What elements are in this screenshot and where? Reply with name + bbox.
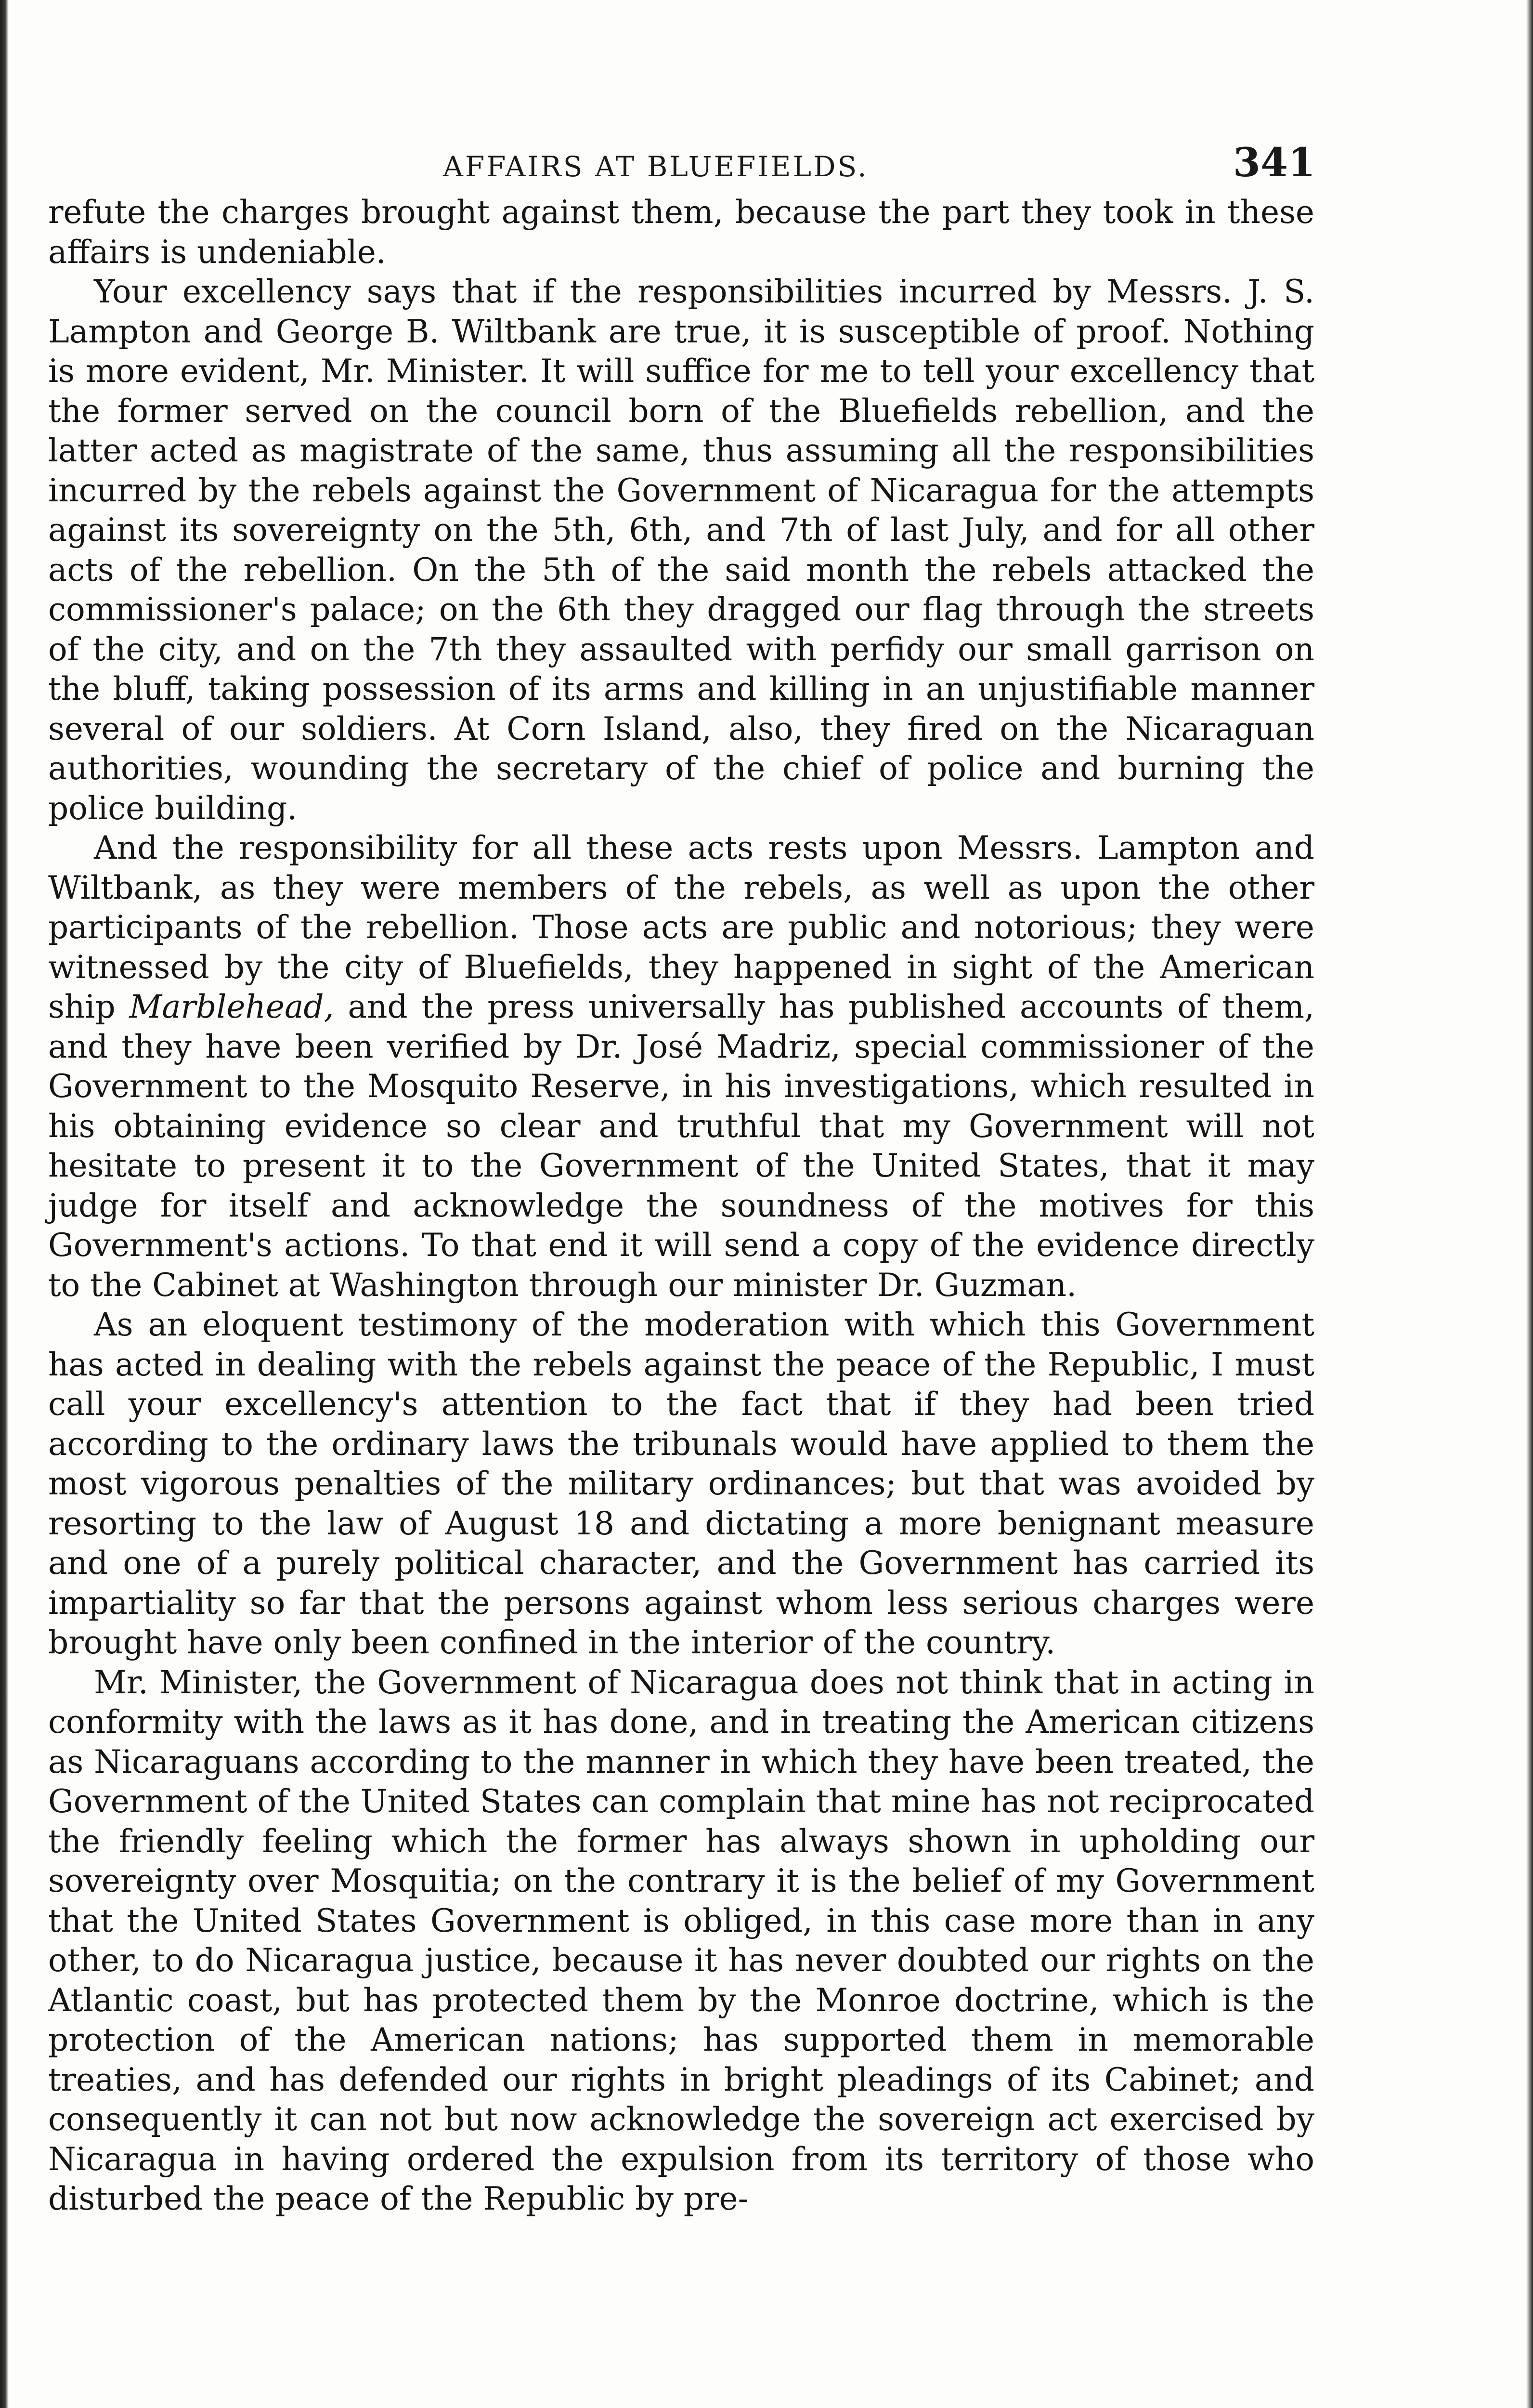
paragraph-acts-public [48, 828, 1314, 1305]
body-text [48, 193, 1314, 2219]
paragraph-moderation: As an eloquent testimony of the moderation with which this Government has acted in dealing with the rebels against the peace of the Republic, I must call your excellency's attention to the fact that if they had been tried according to the ordinary laws the tribunals would have applied to them the most vigorous penalties of the military ordinances; but that was avoided by resorting to the law of August 18 and dictating a more benignant measure and one of a purely political character, and the Government has carried its impartiality so far that the persons against whom less serious charges were brought have only been confined in the interior of the country. [48, 1306, 1314, 1661]
scan-edge-right [1526, 0, 1533, 2408]
page-number: 341 [1233, 140, 1315, 186]
paragraph-acts-public-part1: And the responsibility for all these acts rests upon Messrs. Lampton and Wiltbank, as they were members of the rebels, as well as upon the other participants of the rebellion. Those acts are public and notorious; they were witnessed by the city of Bluefields, they happened in sight of the American ship [48, 829, 1314, 1025]
scan-edge-left [0, 0, 9, 2408]
paragraph-acts-public-part2: and the press universally has published accounts of them, and they have been verified by Dr. José Madriz, special commissioner of the Government to the Mosquito Reserve, in his investigations, which resulted in his obtaining evidence so clear and truthful that my Government will not hesitate to present it to the Government of the United States, that it may judge for itself and acknowledge the soundness of the motives for this Government's actions. To that end it will send a copy of the evidence directly to the Cabinet at Washington through our minister Dr. Guzman. [48, 988, 1314, 1304]
paragraph-conclusion: Mr. Minister, the Government of Nicaragua does not think that in acting in conformity with the laws as it has done, and in treating the American citizens as Nicaraguans according to the manner in which they have been treated, the Government of the United States can complain that mine has not reciprocated the friendly feeling which the former has always shown in upholding our sovereignty over Mosquitia; on the contrary it is the belief of my Government that the United States Government is obliged, in this case more than in any other, to do Nicaragua justice, because it has never doubted our rights on the Atlantic coast, but has protected them by the Monroe doctrine, which is the protection of the American nations; has supported them in memorable treaties, and has defended our rights in bright pleadings of its Cabinet; and consequently it can not but now acknowledge the sovereign act exercised by Nicaragua in having ordered the expulsion from its territory of those who disturbed the peace of the Republic by pre- [48, 1663, 1314, 2217]
running-head [48, 140, 1314, 188]
paragraph-continued: refute the charges brought against them, because the part they took in these affairs is undeniable. [48, 194, 1314, 271]
paragraph-responsibilities: Your excellency says that if the responsibilities incurred by Messrs. J. S. Lampton and George B. Wiltbank are true, it is susceptible of proof. Nothing is more evident, Mr. Minister. It will suffice for me to tell your excellency that the former served on the council born of the Bluefields rebellion, and the latter acted as magistrate of the same, thus assuming all the responsibilities incurred by the rebels against the Government of Nicaragua for the attempts against its sovereignty on the 5th, 6th, and 7th of last July, and for all other acts of the rebellion. On the 5th of the said month the rebels attacked the commissioner's palace; on the 6th they dragged our flag through the streets of the city, and on the 7th they assaulted with perfidy our small garrison on the bluff, taking possession of its arms and killing in an unjustifiable manner several of our soldiers. At Corn Island, also, they fired on the Nicaraguan authorities, wounding the secretary of the chief of police and burning the police building. [48, 273, 1314, 827]
ship-name: Marblehead, [129, 988, 334, 1025]
running-title: AFFAIRS AT BLUEFIELDS. [443, 150, 869, 183]
